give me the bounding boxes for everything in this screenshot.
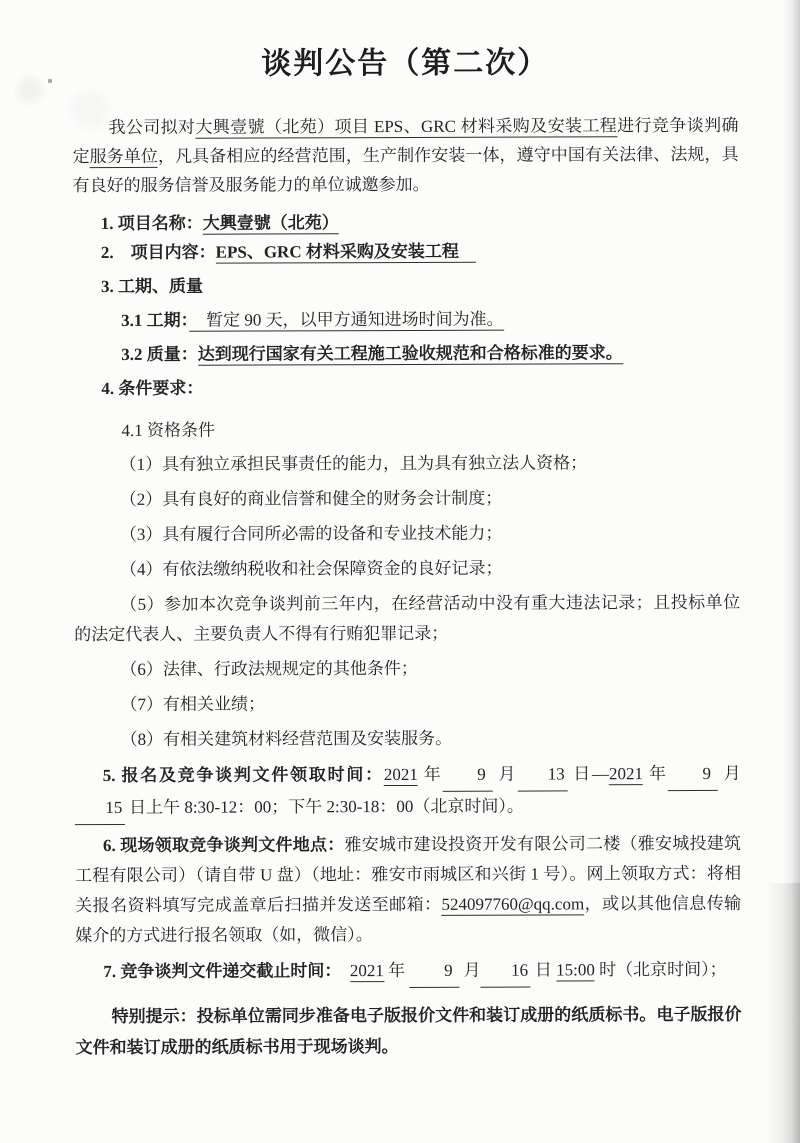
intro-paragraph: 我公司拟对大興壹號（北苑）项目 EPS、GRC 材料采购及安装工程进行竞争谈判确定服务单位，凡具备相应的经营范围，生产制作安装一体，遵守中国有关法律、法规，具有良好的服务信誉及服务能力的单位诚邀参加。 <box>72 115 739 196</box>
item-3-1-duration: 3.1 工期： 暂定 90 天，以甲方通知进场时间为准。 <box>121 309 504 330</box>
item-2-project-content: 2. 项目内容：EPS、GRC 材料采购及安装工程 <box>100 241 476 263</box>
clause-3: （3）具有履行合同所必需的设备和专业技术能力； <box>119 523 503 544</box>
item-4-requirements: 4. 条件要求： <box>101 378 204 399</box>
scan-speck-artifact <box>48 79 52 83</box>
item-7-submission-deadline: 7. 竞争谈判文件递交截止时间： 2021 年 9 月 16 日 15:00 时（北京时间）； <box>75 955 741 989</box>
item-1-project-name: 1. 项目名称：大興壹號（北苑） <box>100 213 339 234</box>
item-6-collection-place: 6. 现场领取竞争谈判文件地点：雅安城市建设投资开发有限公司二楼（雅安城投建筑工程有限公司）（请自带 U 盘）（地址：雅安市雨城区和兴街 1 号）。网上领取方式：将相关报名资料填写完成盖章后扫描并发送至邮箱：524097760@qq.com，或以其他信息传输媒介的方式进行报名领取（如，微信）。 <box>75 833 742 946</box>
item-3-2-quality: 3.2 质量：达到现行国家有关工程施工验收规范和合格标准的要求。 <box>121 343 623 364</box>
clause-4: （4）有依法缴纳税收和社会保障资金的良好记录； <box>119 558 503 579</box>
clause-7: （7）有相关业绩； <box>120 694 265 714</box>
special-note: 特别提示：投标单位需同步准备电子版报价文件和装订成册的纸质标书。电子版报价文件和装订成册的纸质标书用于现场谈判。 <box>75 1004 742 1058</box>
item-4-1-qualification: 4.1 资格条件 <box>121 420 216 440</box>
clause-2: （2）具有良好的商业信誉和健全的财务会计制度； <box>119 488 503 509</box>
clause-1: （1）具有独立承担民事责任的能力，且为具有独立法人资格； <box>119 453 588 474</box>
item-5-document-collection-time: 5. 报名及竞争谈判文件领取时间：2021 年 9 月 13 日—2021 年 9 月15 日上午 8:30-12：00；下午 2:30-18：00（北京时间）。 <box>75 759 741 825</box>
document-body <box>72 111 741 1063</box>
clause-8: （8）有相关建筑材料经营范围及安装服务。 <box>120 728 453 749</box>
item-3-duration-quality: 3. 工期、质量 <box>100 276 204 297</box>
clause-6: （6）法律、行政法规规定的其他条件； <box>120 658 418 679</box>
clause-5: （5）参加本次竞争谈判前三年内，在经营活动中没有重大违法记录；且投标单位的法定代表人、主要负责人不得有行贿犯罪记录； <box>74 592 741 645</box>
document-title: 谈判公告（第二次） <box>261 46 550 81</box>
